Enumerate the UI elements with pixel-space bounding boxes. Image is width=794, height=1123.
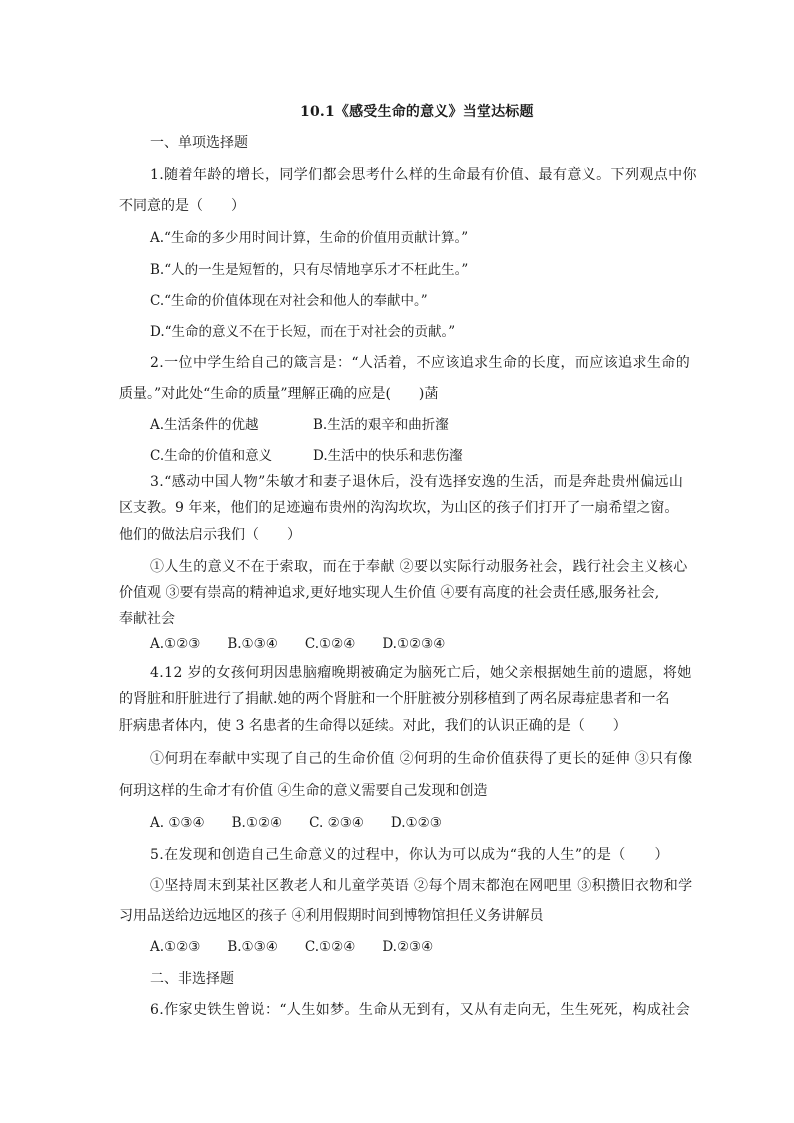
q2-option-c: C.生命的价值和意义 (150, 448, 273, 464)
q3-statement-line1: ①人生的意义不在于索取，而在于奉献 ②要以实际行动服务社会，践行社会主义核心 (150, 559, 688, 575)
q5-statement-line2: 习用品送给边远地区的孩子 ④利用假期时间到博物馆担任义务讲解员 (119, 908, 544, 924)
q3-statement-line3: 奉献社会 (119, 611, 175, 627)
q3-stem-line2: 区支教。9 年来，他们的足迹遍布贵州的沟沟坎坎，为山区的孩子们打开了一扇希望之窗。 (119, 500, 679, 516)
section-heading-non-choice: 二、非选择题 (150, 971, 234, 987)
q2-option-a: A.生活条件的优越 (150, 417, 259, 433)
q1-option-a: A.“生命的多少用时间计算，生命的价值用贡献计算。” (150, 230, 469, 246)
q2-option-b: B.生活的艰辛和曲折瀣 (313, 417, 449, 433)
q2-option-d: D.生活中的快乐和悲伤瀣 (313, 448, 463, 464)
q4-stem-line1: 4.12 岁的女孩何玥因患脑瘤晚期被确定为脑死亡后，她父亲根据她生前的遗愿，将她 (150, 665, 692, 681)
q1-stem-line2: 不同意的是（ ） (119, 198, 245, 214)
q1-option-c: C.“生命的价值体现在对社会和他人的奉献中。” (150, 293, 428, 309)
q4-statement-line2: 何玥这样的生命才有价值 ④生命的意义需要自己发现和创造 (119, 783, 488, 799)
q3-stem-line3: 他们的做法启示我们（ ） (119, 527, 301, 543)
q2-stem-line1: 2.一位中学生给自己的箴言是：“人活着，不应该追求生命的长度，而应该追求生命的 (150, 355, 691, 371)
q4-stem-line3: 肝病患者体内，使 3 名患者的生命得以延续。对此，我们的认识正确的是（ ） (119, 718, 627, 734)
q1-option-b: B.“人的一生是短暂的，只有尽情地享乐才不枉此生。” (150, 262, 469, 278)
section-heading-single-choice: 一、单项选择题 (150, 135, 248, 151)
q5-stem-line1: 5.在发现和创造自己生命意义的过程中，你认为可以成为“我的人生”的是（ ） (150, 847, 669, 863)
q5-options: A.①②③ B.①③④ C.①②④ D.②③④ (150, 939, 434, 955)
q4-options: A. ①③④ B.①②④ C. ②③④ D.①②③ (150, 815, 442, 831)
q3-options: A.①②③ B.①③④ C.①②④ D.①②③④ (150, 636, 446, 652)
q1-stem-line1: 1.随着年龄的增长，同学们都会思考什么样的生命最有价值、最有意义。下列观点中你 (150, 167, 697, 183)
q3-stem-line1: 3.“感动中国人物”朱敏才和妻子退休后，没有选择安逸的生活，而是奔赴贵州偏远山 (150, 474, 684, 490)
q4-statement-line1: ①何玥在奉献中实现了自己的生命价值 ②何玥的生命价值获得了更长的延伸 ③只有像 (150, 751, 693, 767)
q5-statement-line1: ①坚持周末到某社区教老人和儿童学英语 ②每个周末都泡在网吧里 ③积攒旧衣物和学 (150, 878, 693, 894)
q6-stem-line1: 6.作家史铁生曾说：“人生如梦。生命从无到有，又从有走向无，生生死死，构成社会 (150, 1002, 691, 1018)
q1-option-d: D.“生命的意义不在于长短，而在于对社会的贡献。” (150, 324, 456, 340)
q3-statement-line2: 价值观 ③要有崇高的精神追求,更好地实现人生价值 ④要有高度的社会责任感,服务社会, (119, 585, 660, 601)
q2-stem-line2: 质量。”对此处“生命的质量”理解正确的应是( )菡 (119, 386, 439, 402)
page-title: 10.1《感受生命的意义》当堂达标题 (300, 104, 534, 120)
q4-stem-line2: 的肾脏和肝脏进行了捐献.她的两个肾脏和一个肝脏被分别移植到了两名尿毒症患者和一名 (119, 691, 670, 707)
